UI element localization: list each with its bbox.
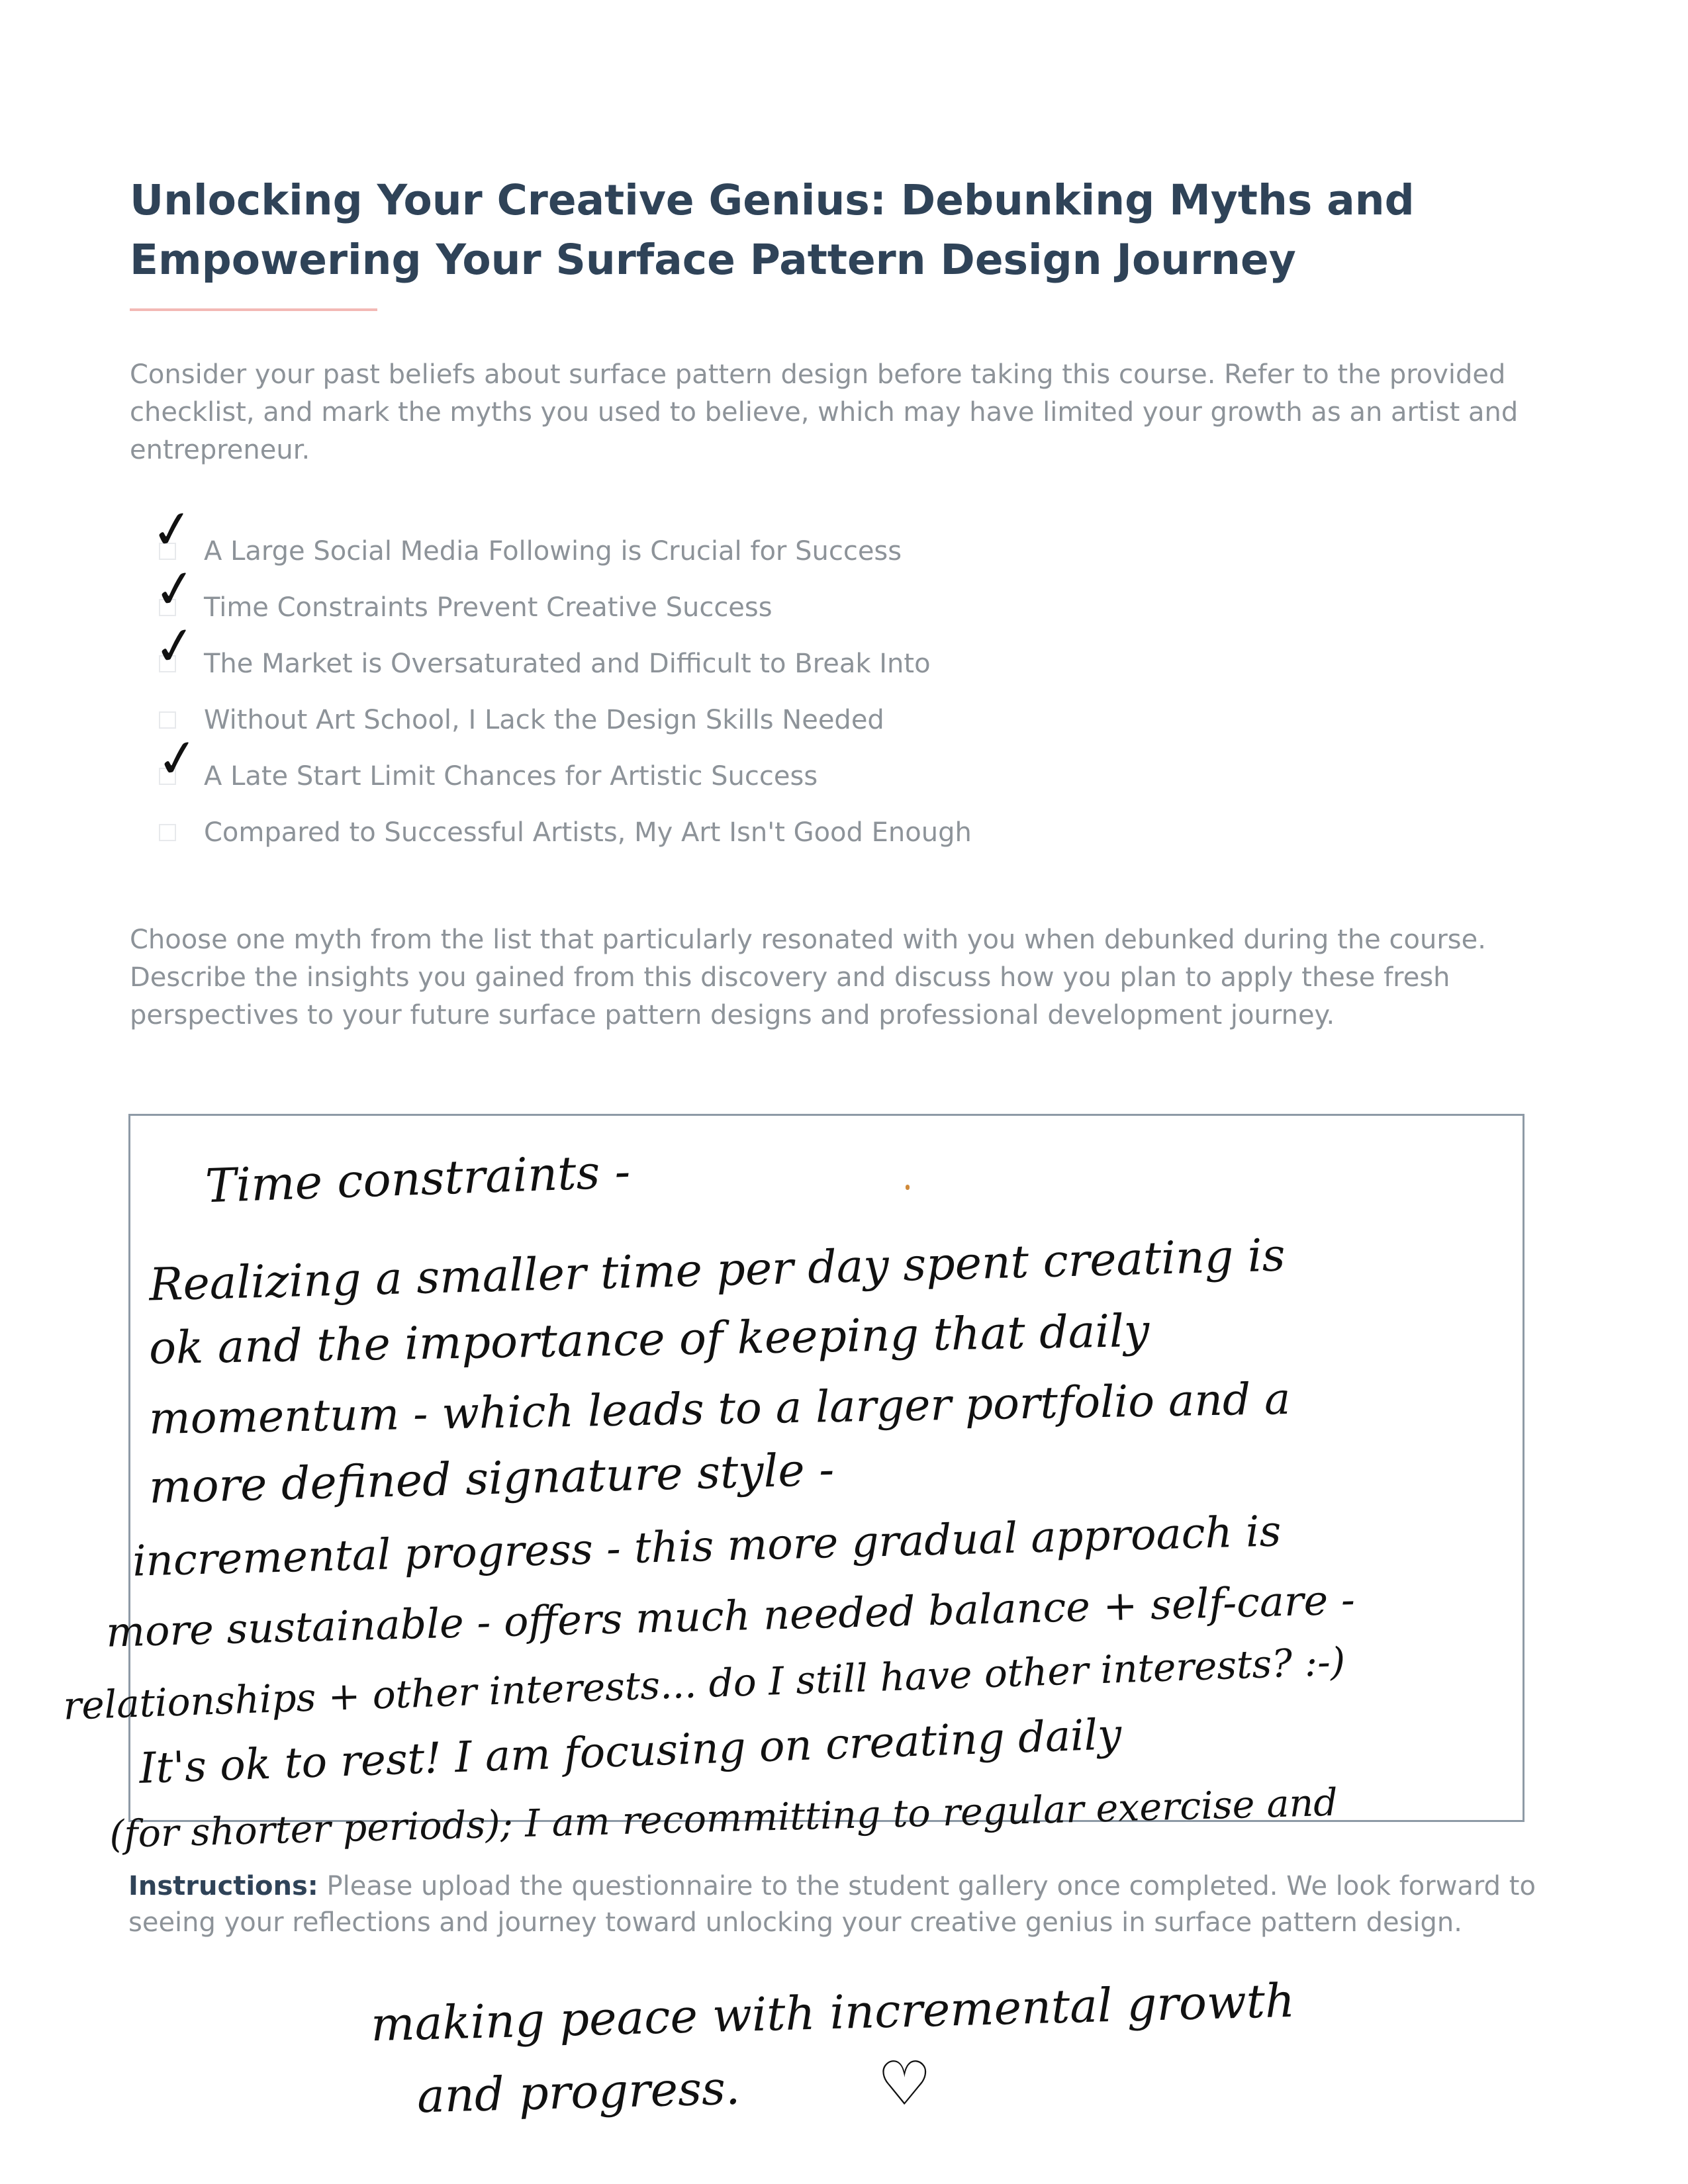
- checklist-item-label: Without Art School, I Lack the Design Skills Needed: [204, 704, 884, 735]
- handwritten-closing-line: making peace with incremental growth: [370, 1973, 1296, 2052]
- handwritten-closing-line: and progress.: [416, 2060, 741, 2124]
- handwritten-line: momentum - which leads to a larger portfolio and a: [148, 1373, 1291, 1445]
- checklist-item-late-start[interactable]: [159, 748, 1350, 804]
- handwritten-check-icon: ✓: [152, 726, 204, 792]
- heart-icon: ♡: [877, 2048, 932, 2119]
- handwritten-line: more sustainable - offers much needed balance + self-care -: [105, 1575, 1356, 1657]
- handwritten-line: ok and the importance of keeping that daily: [148, 1304, 1150, 1375]
- handwritten-line: incremental progress - this more gradual approach is: [132, 1507, 1282, 1586]
- checkbox[interactable]: [159, 711, 176, 729]
- checklist-item-label: A Late Start Limit Chances for Artistic Success: [204, 760, 818, 792]
- handwritten-line: It's ok to rest! I am focusing on creating daily: [138, 1710, 1123, 1794]
- checklist-item-label: The Market is Oversaturated and Difficult to Break Into: [204, 648, 931, 679]
- checklist-item-label: Time Constraints Prevent Creative Success: [204, 592, 773, 623]
- title-underline: [130, 308, 377, 311]
- checklist-item-label: A Large Social Media Following is Crucial for Success: [204, 535, 902, 567]
- worksheet-title: Unlocking Your Creative Genius: Debunking Myths and Empowering Your Surface Pattern Design Journey: [130, 176, 1415, 284]
- checklist-item-comparison[interactable]: [159, 804, 1350, 860]
- instructions-text: [128, 1868, 1545, 1941]
- checkbox[interactable]: [159, 824, 176, 841]
- handwritten-line: (for shorter periods); I am recommitting to regular exercise and: [109, 1780, 1338, 1857]
- handwritten-check-icon: ✓: [150, 557, 201, 623]
- checklist-item-social-media[interactable]: [159, 523, 1350, 579]
- handwritten-line: more defined signature style -: [148, 1443, 835, 1514]
- checklist-item-market[interactable]: [159, 635, 1350, 692]
- instructions-label: Instructions:: [128, 1871, 318, 1901]
- myth-checklist: [159, 523, 1350, 860]
- handwritten-check-icon: ✓: [150, 614, 201, 680]
- reflection-prompt: Choose one myth from the list that particularly resonated with you when debunked during the course. Describe the insights you gained from this discovery and discuss how you plan to apply these fresh perspectives to your future surface pattern designs and professional development journey.: [130, 925, 1486, 1030]
- handwritten-line: relationships + other interests... do I still have other interests? :-): [62, 1639, 1346, 1729]
- handwritten-heading: Time constraints -: [204, 1144, 632, 1214]
- checklist-item-time-constraints[interactable]: [159, 579, 1350, 635]
- checklist-item-label: Compared to Successful Artists, My Art Isn't Good Enough: [204, 817, 972, 848]
- handwritten-line: Realizing a smaller time per day spent creating is: [148, 1229, 1286, 1312]
- handwritten-check-icon: ✓: [147, 497, 199, 563]
- checklist-item-art-school[interactable]: [159, 692, 1350, 748]
- intro-paragraph: Consider your past beliefs about surface pattern design before taking this course. Refer to the provided checklist, and mark the myths you used to believe, which may have limited your growth as an artist and entrepreneur.: [130, 359, 1519, 465]
- instructions-body: Please upload the questionnaire to the student gallery once completed. We look forward to seeing your reflections and journey toward unlocking your creative genius in surface pattern design.: [128, 1871, 1536, 1938]
